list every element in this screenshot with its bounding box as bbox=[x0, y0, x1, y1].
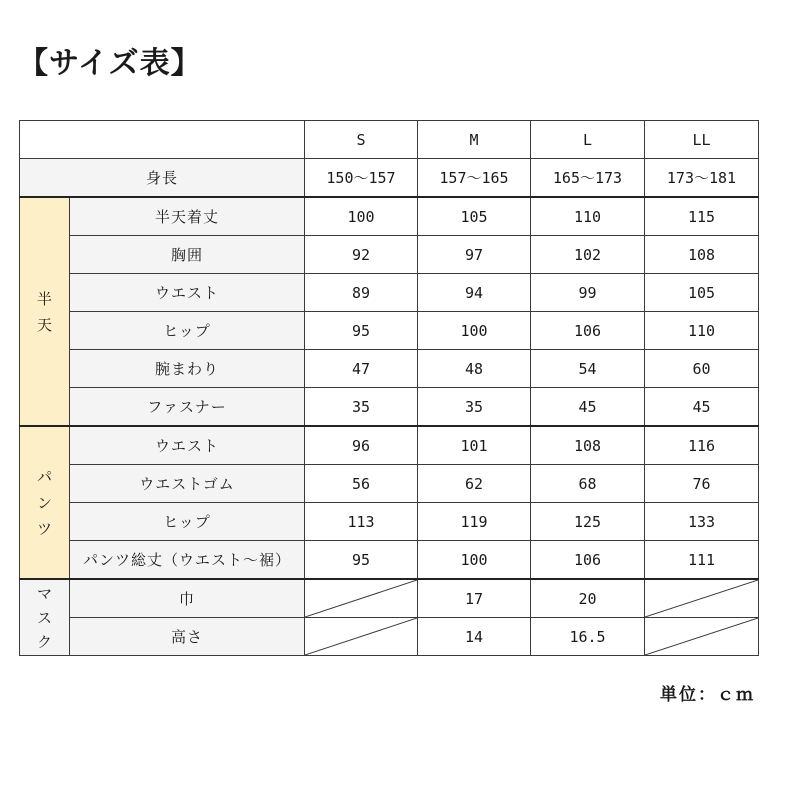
table-row bbox=[20, 503, 759, 541]
not-applicable-cell bbox=[305, 579, 418, 618]
table-cell: 125 bbox=[531, 503, 645, 541]
table-cell: 89 bbox=[305, 274, 418, 312]
row-label: パンツ総丈（ウエスト～裾） bbox=[70, 541, 305, 580]
diagonal-slash-icon bbox=[645, 618, 758, 655]
table-cell: 111 bbox=[645, 541, 759, 580]
table-row bbox=[20, 350, 759, 388]
not-applicable-cell bbox=[645, 579, 759, 618]
table-row bbox=[20, 465, 759, 503]
row-label: 巾 bbox=[70, 579, 305, 618]
height-value: 150～157 bbox=[305, 159, 418, 198]
row-label: ヒップ bbox=[70, 503, 305, 541]
table-cell: 17 bbox=[418, 579, 531, 618]
table-cell: 100 bbox=[418, 541, 531, 580]
page-title: 【サイズ表】 bbox=[18, 46, 202, 81]
row-label: 腕まわり bbox=[70, 350, 305, 388]
table-row bbox=[20, 579, 759, 618]
size-header-row bbox=[20, 121, 759, 159]
table-cell: 102 bbox=[531, 236, 645, 274]
size-header-s: S bbox=[305, 121, 418, 159]
table-cell: 45 bbox=[645, 388, 759, 427]
table-cell: 94 bbox=[418, 274, 531, 312]
height-row bbox=[20, 159, 759, 198]
table-row bbox=[20, 274, 759, 312]
table-cell: 16.5 bbox=[531, 618, 645, 656]
diagonal-slash-icon bbox=[305, 580, 417, 617]
table-cell: 62 bbox=[418, 465, 531, 503]
row-label: 半天着丈 bbox=[70, 197, 305, 236]
table-cell: 113 bbox=[305, 503, 418, 541]
table-row bbox=[20, 312, 759, 350]
table-cell: 106 bbox=[531, 312, 645, 350]
table-row bbox=[20, 197, 759, 236]
table-cell: 110 bbox=[531, 197, 645, 236]
table-cell: 76 bbox=[645, 465, 759, 503]
table-cell: 105 bbox=[418, 197, 531, 236]
table-cell: 60 bbox=[645, 350, 759, 388]
table-cell: 95 bbox=[305, 541, 418, 580]
table-cell: 105 bbox=[645, 274, 759, 312]
size-header-m: M bbox=[418, 121, 531, 159]
table-cell: 20 bbox=[531, 579, 645, 618]
corner-cell bbox=[20, 121, 305, 159]
table-cell: 95 bbox=[305, 312, 418, 350]
height-label: 身長 bbox=[20, 159, 305, 198]
table-cell: 47 bbox=[305, 350, 418, 388]
table-row bbox=[20, 541, 759, 580]
not-applicable-cell bbox=[305, 618, 418, 656]
group-label-mask: マスク bbox=[20, 579, 70, 656]
table-cell: 116 bbox=[645, 426, 759, 465]
table-cell: 68 bbox=[531, 465, 645, 503]
table-row bbox=[20, 388, 759, 427]
table-cell: 96 bbox=[305, 426, 418, 465]
table-cell: 99 bbox=[531, 274, 645, 312]
table-cell: 133 bbox=[645, 503, 759, 541]
table-cell: 108 bbox=[531, 426, 645, 465]
table-cell: 35 bbox=[305, 388, 418, 427]
table-cell: 56 bbox=[305, 465, 418, 503]
table-cell: 106 bbox=[531, 541, 645, 580]
size-header-l: L bbox=[531, 121, 645, 159]
group-label-pants: パンツ bbox=[20, 426, 70, 579]
row-label: ファスナー bbox=[70, 388, 305, 427]
table-cell: 48 bbox=[418, 350, 531, 388]
diagonal-slash-icon bbox=[305, 618, 417, 655]
group-label-hanten: 半天 bbox=[20, 197, 70, 426]
table-cell: 108 bbox=[645, 236, 759, 274]
row-label: ウエスト bbox=[70, 426, 305, 465]
table-row bbox=[20, 426, 759, 465]
table-cell: 100 bbox=[418, 312, 531, 350]
table-cell: 101 bbox=[418, 426, 531, 465]
height-value: 173～181 bbox=[645, 159, 759, 198]
diagonal-slash-icon bbox=[645, 580, 758, 617]
row-label: 胸囲 bbox=[70, 236, 305, 274]
table-cell: 100 bbox=[305, 197, 418, 236]
size-header-ll: LL bbox=[645, 121, 759, 159]
table-cell: 119 bbox=[418, 503, 531, 541]
row-label: ウエストゴム bbox=[70, 465, 305, 503]
row-label: 高さ bbox=[70, 618, 305, 656]
table-cell: 14 bbox=[418, 618, 531, 656]
table-cell: 97 bbox=[418, 236, 531, 274]
table-cell: 45 bbox=[531, 388, 645, 427]
table-cell: 92 bbox=[305, 236, 418, 274]
table-cell: 54 bbox=[531, 350, 645, 388]
table-row bbox=[20, 618, 759, 656]
table-cell: 115 bbox=[645, 197, 759, 236]
row-label: ヒップ bbox=[70, 312, 305, 350]
height-value: 165～173 bbox=[531, 159, 645, 198]
size-table bbox=[19, 120, 759, 656]
table-cell: 110 bbox=[645, 312, 759, 350]
table-cell: 35 bbox=[418, 388, 531, 427]
row-label: ウエスト bbox=[70, 274, 305, 312]
height-value: 157～165 bbox=[418, 159, 531, 198]
unit-note: 単位：ｃｍ bbox=[660, 685, 755, 705]
not-applicable-cell bbox=[645, 618, 759, 656]
table-row bbox=[20, 236, 759, 274]
